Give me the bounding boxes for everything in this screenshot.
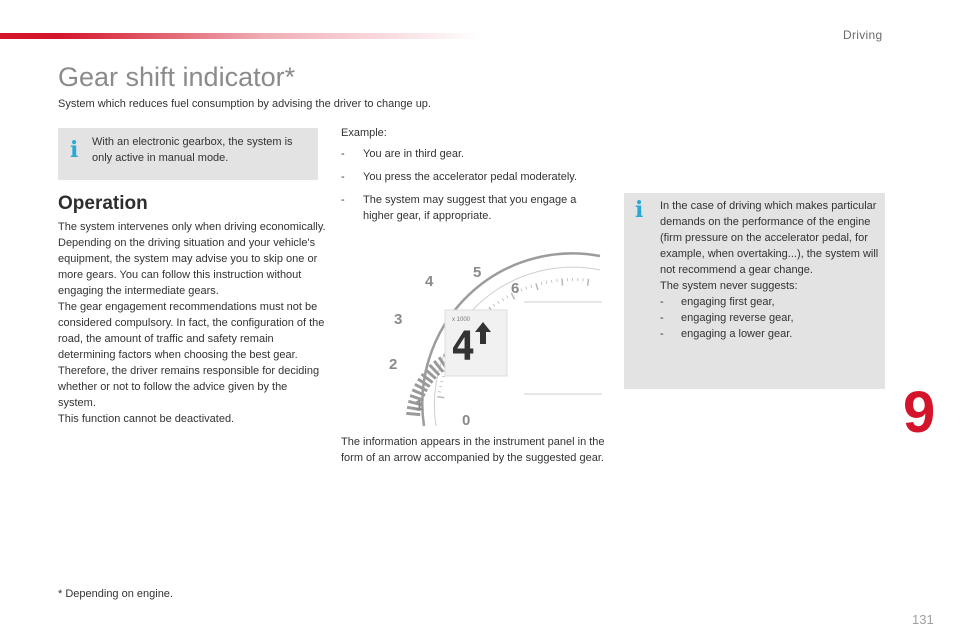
dial-label: 0 <box>462 412 471 428</box>
dial-tick <box>541 282 542 285</box>
dial-label: 2 <box>389 356 398 373</box>
footnote: * Depending on engine. <box>58 588 173 600</box>
info-box-text: In the case of driving which makes particular demands on the performance of the engine (firm pressure on the accelerator pedal, for example, when overtaking...), the system will not recommend a gear change. <box>660 200 879 276</box>
list-item: - You are in third gear. <box>341 148 465 160</box>
operation-paragraph: This function cannot be deactivated. <box>58 413 235 425</box>
dial-tick <box>531 285 532 288</box>
dial-tick <box>521 289 522 292</box>
list-item-text: engaging a lower gear. <box>681 328 793 340</box>
dial-tick <box>526 287 527 290</box>
dial-tick <box>437 397 444 398</box>
dial-tick <box>546 281 547 284</box>
section-label: Driving <box>843 28 883 42</box>
dial-tick <box>438 392 441 393</box>
operation-heading: Operation <box>58 193 148 214</box>
list-item: - The system may suggest that you engage a higher gear, if appropriate. <box>341 194 577 222</box>
dial-tick <box>502 298 504 301</box>
dial-tick <box>440 381 443 382</box>
info-icon: i <box>635 197 644 223</box>
chapter-number: 9 <box>903 380 936 445</box>
info-box-list <box>660 294 880 342</box>
info-box-list-intro: The system never suggests: <box>660 280 798 292</box>
page-subtitle: System which reduces fuel consumption by advising the driver to change up. <box>58 98 431 110</box>
dial-tick <box>498 301 500 303</box>
dial-tick <box>493 304 495 306</box>
info-box-performance-driving <box>624 193 885 389</box>
step-text: You press the accelerator pedal moderately. <box>363 171 578 183</box>
list-item-text: engaging first gear, <box>681 296 775 308</box>
list-item: - You press the accelerator pedal moderately. <box>341 171 578 183</box>
page-title: Gear shift indicator* <box>58 62 296 92</box>
operation-paragraph: The gear engagement recommendations must not be considered compulsory. In fact, the configuration of the road, the amount of traffic and safety remain determining factors when choosing the best gear. Therefore, the driver remains responsible for deciding whether or not to follow the advice given by the system. <box>58 301 325 409</box>
example-label: Example: <box>341 127 387 139</box>
list-item: - engaging a lower gear. <box>660 328 793 340</box>
info-box-text: With an electronic gearbox, the system is only active in manual mode. <box>92 136 293 164</box>
gear-indicator-illustration <box>362 250 604 428</box>
operation-paragraph: The system intervenes only when driving economically. <box>58 221 326 233</box>
dial-label: 4 <box>425 273 434 290</box>
page-number: 131 <box>912 612 934 626</box>
tachometer-dial <box>362 250 604 428</box>
info-box-electronic-gearbox <box>58 128 318 180</box>
operation-paragraph: Depending on the driving situation and your vehicle's equipment, the system may advise you to skip one or more gears. You can follow this instruction without engaging the intermediate gears. <box>58 237 318 297</box>
dial-tick <box>536 283 538 290</box>
list-item: - engaging reverse gear, <box>660 312 794 324</box>
step-text: The system may suggest that you engage a higher gear, if appropriate. <box>363 194 577 222</box>
dial-tick <box>562 279 563 286</box>
info-box-content <box>660 198 880 342</box>
dial-tick <box>442 376 445 377</box>
dial-tick <box>507 296 508 299</box>
info-icon: i <box>70 137 79 163</box>
dial-tick <box>588 279 589 286</box>
dial-label: 6 <box>511 280 520 297</box>
list-item: - engaging first gear, <box>660 296 775 308</box>
suggested-gear: 4 <box>451 324 476 370</box>
dial-label: 5 <box>473 264 482 281</box>
example-steps <box>341 146 601 231</box>
multiplier-label: x 1000 <box>452 317 471 323</box>
step-text: You are in third gear. <box>363 148 465 160</box>
header-accent-bar <box>0 33 480 39</box>
dial-label: 3 <box>394 311 403 328</box>
dial-tick <box>439 386 442 387</box>
operation-body <box>58 219 328 427</box>
dial-label: 1 <box>415 397 424 414</box>
list-item-text: engaging reverse gear, <box>681 312 794 324</box>
illustration-caption: The information appears in the instrument panel in the form of an arrow accompanied by the suggested gear. <box>341 436 605 464</box>
